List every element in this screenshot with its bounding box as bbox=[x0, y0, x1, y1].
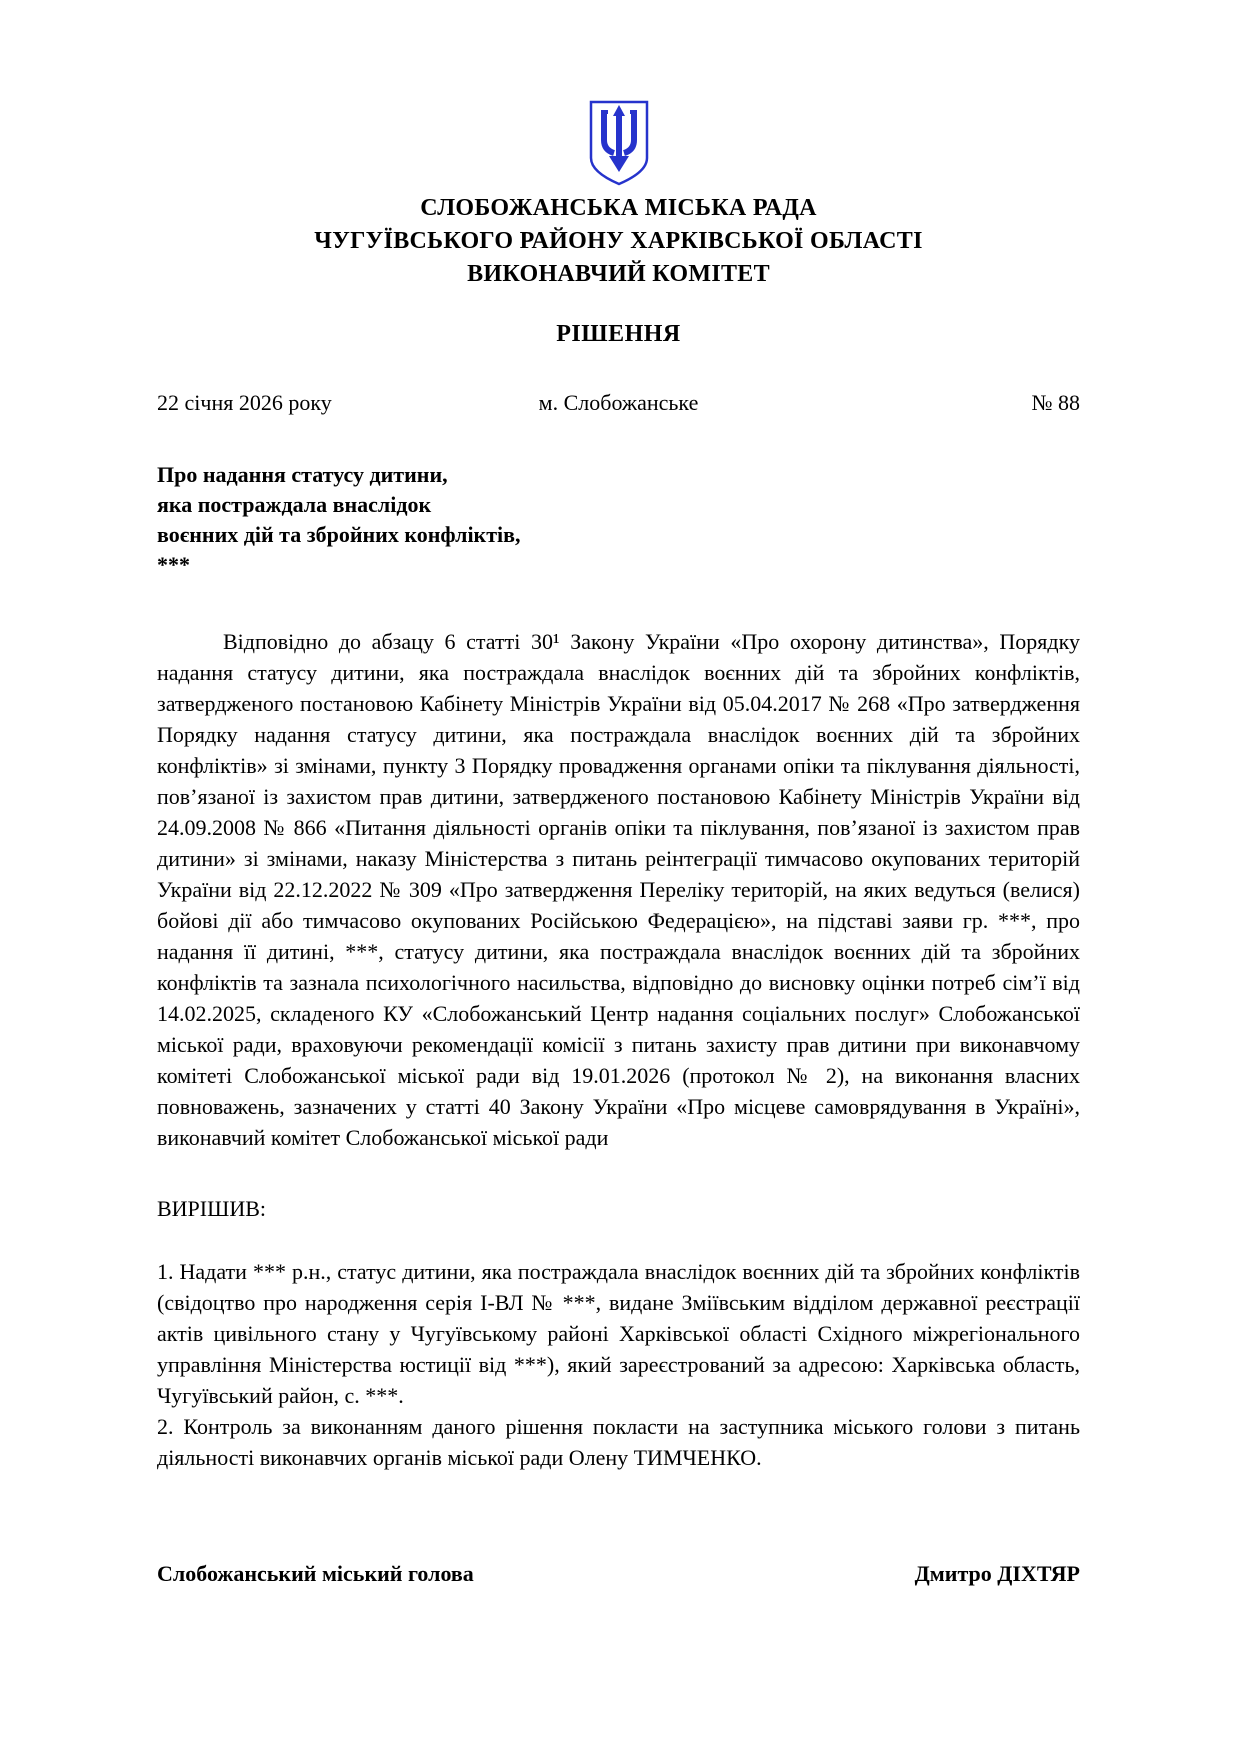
emblem-container bbox=[157, 100, 1080, 188]
signature-position: Слобожанський міський голова bbox=[157, 1561, 474, 1586]
document-date: 22 січня 2026 року bbox=[157, 390, 332, 415]
signature-row bbox=[157, 1561, 1080, 1587]
document-type-title: РІШЕННЯ bbox=[556, 321, 681, 347]
decision-item-1: 1. Надати *** р.н., статус дитини, яка постраждала внаслідок воєнних дій та збройних конфліктів (свідоцтво про народження серія І-ВЛ № ***, видане Зміївським відділом державної реєстрації актів цивільного стану у Чугуївському районі Харківської області Східного міжрегіонального управління Міністерства юстиції від ***), який зареєстрований за адресою: Харківська область, Чугуївський район, с. ***. bbox=[157, 1259, 1080, 1408]
subject-line-4: *** bbox=[157, 552, 190, 577]
decision-item-2: 2. Контроль за виконанням даного рішення покласти на заступника міського голови з питань діяльності виконавчих органів міської ради Олену ТИМЧЕНКО. bbox=[157, 1414, 1080, 1470]
ukraine-trident-emblem-icon bbox=[588, 100, 650, 186]
subject-line-3: воєнних дій та збройних конфліктів, bbox=[157, 522, 521, 547]
preamble-paragraph: Відповідно до абзацу 6 статті 30¹ Закону України «Про охорону дитинства», Порядку надання статусу дитини, яка постраждала внаслідок воєнних дій та збройних конфліктів, затвердженого постановою Кабінету Міністрів України від 05.04.2017 № 268 «Про затвердження Порядку надання статусу дитини, яка постраждала внаслідок воєнних дій та збройних конфліктів» зі змінами, пункту 3 Порядку провадження органами опіки та піклування діяльності, пов’язаної із захистом прав дитини, затвердженого постановою Кабінету Міністрів України від 24.09.2008 № 866 «Питання діяльності органів опіки та піклування, пов’язаної із захистом прав дитини» зі змінами, наказу Міністерства з питань реінтеграції тимчасово окупованих територій України від 22.12.2022 № 309 «Про затвердження Переліку територій, на яких ведуться (велися) бойові дії або тимчасово окупованих Російською Федерацією», на підставі заяви гр. ***, про надання її дитині, ***, статусу дитини, яка постраждала внаслідок воєнних дій та збройних конфліктів та зазнала психологічного насильства, відповідно до висновку оцінки потреб сім’ї від 14.02.2025, складеного КУ «Слобожанський Центр надання соціальних послуг» Слобожанської міської ради, враховуючи рекомендації комісії з питань захисту прав дитини при виконавчому комітеті Слобожанської міської ради від 19.01.2026 (протокол № 2), на виконання власних повноважень, зазначених у статті 40 Закону України «Про місцеве самоврядування в Україні», виконавчий комітет Слобожанської міської ради bbox=[157, 629, 1080, 1150]
subject-block bbox=[157, 460, 1080, 580]
resolved-label: ВИРІШИВ: bbox=[157, 1196, 266, 1221]
document-meta-row bbox=[157, 390, 1080, 416]
signature-name: Дмитро ДІХТЯР bbox=[914, 1561, 1080, 1586]
org-name-line-3: ВИКОНАВЧИЙ КОМІТЕТ bbox=[467, 261, 770, 287]
subject-line-1: Про надання статусу дитини, bbox=[157, 462, 448, 487]
subject-line-2: яка постраждала внаслідок bbox=[157, 492, 432, 517]
document-number: № 88 bbox=[1031, 390, 1081, 415]
decision-items bbox=[157, 1256, 1080, 1473]
org-name-line-2: ЧУГУЇВСЬКОГО РАЙОНУ ХАРКІВСЬКОЇ ОБЛАСТІ bbox=[314, 228, 923, 254]
org-title-block bbox=[157, 192, 1080, 291]
org-name-line-1: СЛОБОЖАНСЬКА МІСЬКА РАДА bbox=[420, 195, 817, 221]
document-place: м. Слобожанське bbox=[538, 390, 699, 415]
